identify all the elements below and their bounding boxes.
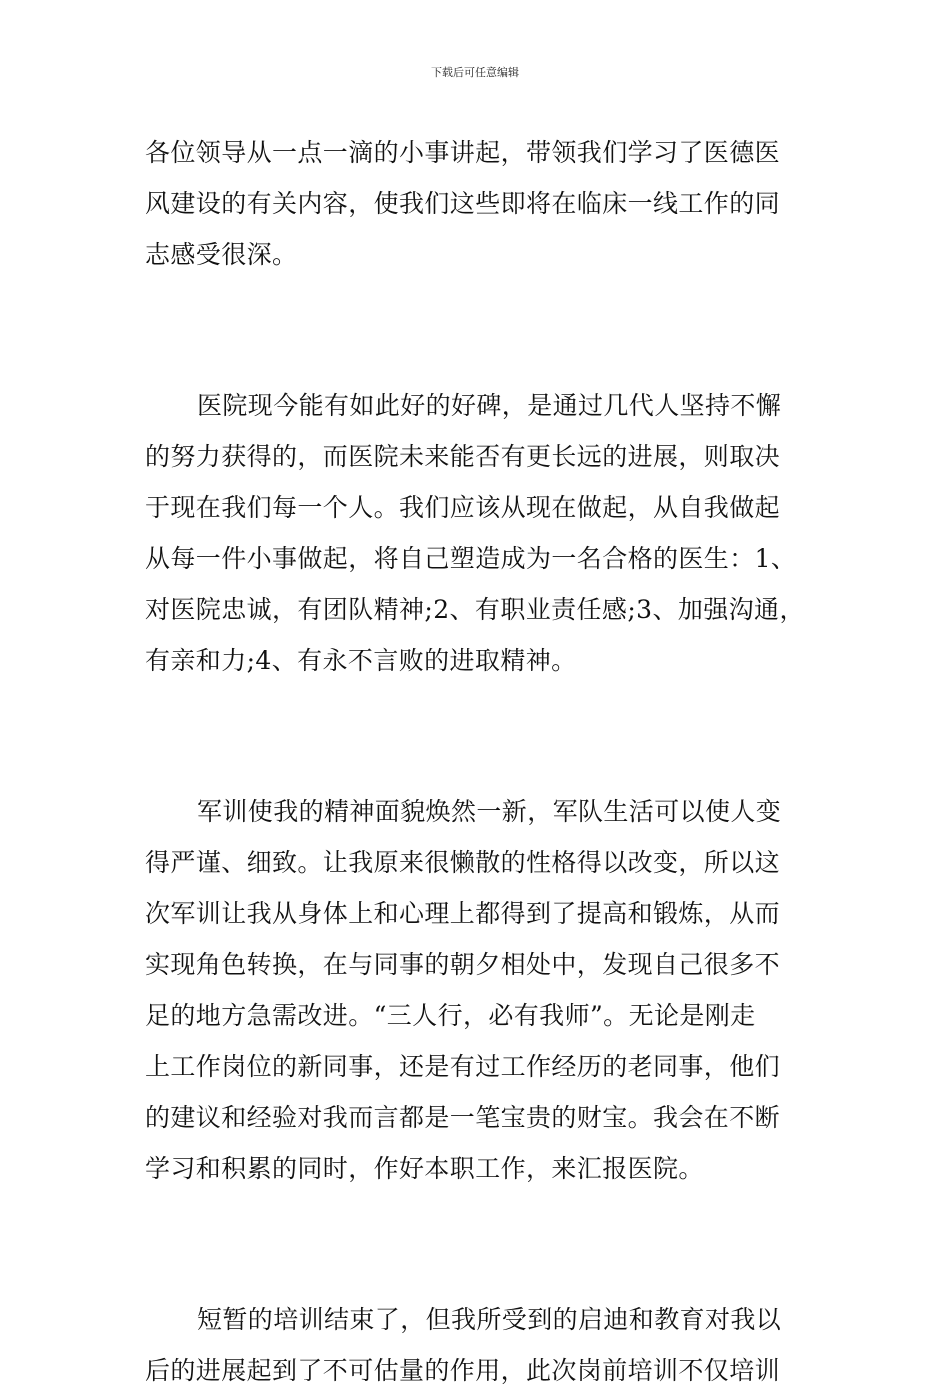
text-line: 短暂的培训结束了，但我所受到的启迪和教育对我以 <box>197 1305 782 1334</box>
page-header: 下载后可任意编辑 <box>431 66 519 79</box>
text-line: 的建议和经验对我而言都是一笔宝贵的财宝。我会在不断 <box>145 1103 781 1132</box>
text-line: 于现在我们每一个人。我们应该从现在做起，从自我做起 <box>145 493 781 522</box>
text-line: 有亲和力;4、有永不言败的进取精神。 <box>145 646 577 675</box>
paragraph-1 <box>145 127 810 280</box>
paragraph-gap <box>145 280 810 380</box>
text-line: 从每一件小事做起，将自己塑造成为一名合格的医生：1、 <box>145 544 797 573</box>
text-line: 实现角色转换，在与同事的朝夕相处中，发现自己很多不 <box>145 950 781 979</box>
text-line: 对医院忠诚，有团队精神;2、有职业责任感;3、加强沟通， <box>145 595 805 624</box>
paragraph-gap <box>145 1194 810 1294</box>
text-line: 学习和积累的同时，作好本职工作，来汇报医院。 <box>145 1154 704 1183</box>
text-line: 后的进展起到了不可估量的作用，此次岗前培训不仅培训 <box>145 1356 781 1385</box>
paragraph-4 <box>145 1294 810 1396</box>
text-line: 得严谨、细致。让我原来很懒散的性格得以改变，所以这 <box>145 848 781 877</box>
text-line: 足的地方急需改进。“三人行，必有我师”。无论是刚走 <box>145 1001 756 1030</box>
text-line: 各位领导从一点一滴的小事讲起，带领我们学习了医德医 <box>145 138 781 167</box>
paragraph-gap <box>145 686 810 786</box>
document-body <box>145 127 810 1396</box>
text-line: 上工作岗位的新同事，还是有过工作经历的老同事，他们 <box>145 1052 781 1081</box>
paragraph-2 <box>145 380 810 686</box>
text-line: 次军训让我从身体上和心理上都得到了提高和锻炼，从而 <box>145 899 781 928</box>
text-line: 的努力获得的，而医院未来能否有更长远的进展，则取决 <box>145 442 781 471</box>
paragraph-3 <box>145 786 810 1194</box>
text-line: 志感受很深。 <box>145 240 298 269</box>
text-line: 风建设的有关内容，使我们这些即将在临床一线工作的同 <box>145 189 781 218</box>
text-line: 军训使我的精神面貌焕然一新，军队生活可以使人变 <box>197 797 782 826</box>
text-line: 医院现今能有如此好的好碑，是通过几代人坚持不懈 <box>197 391 782 420</box>
